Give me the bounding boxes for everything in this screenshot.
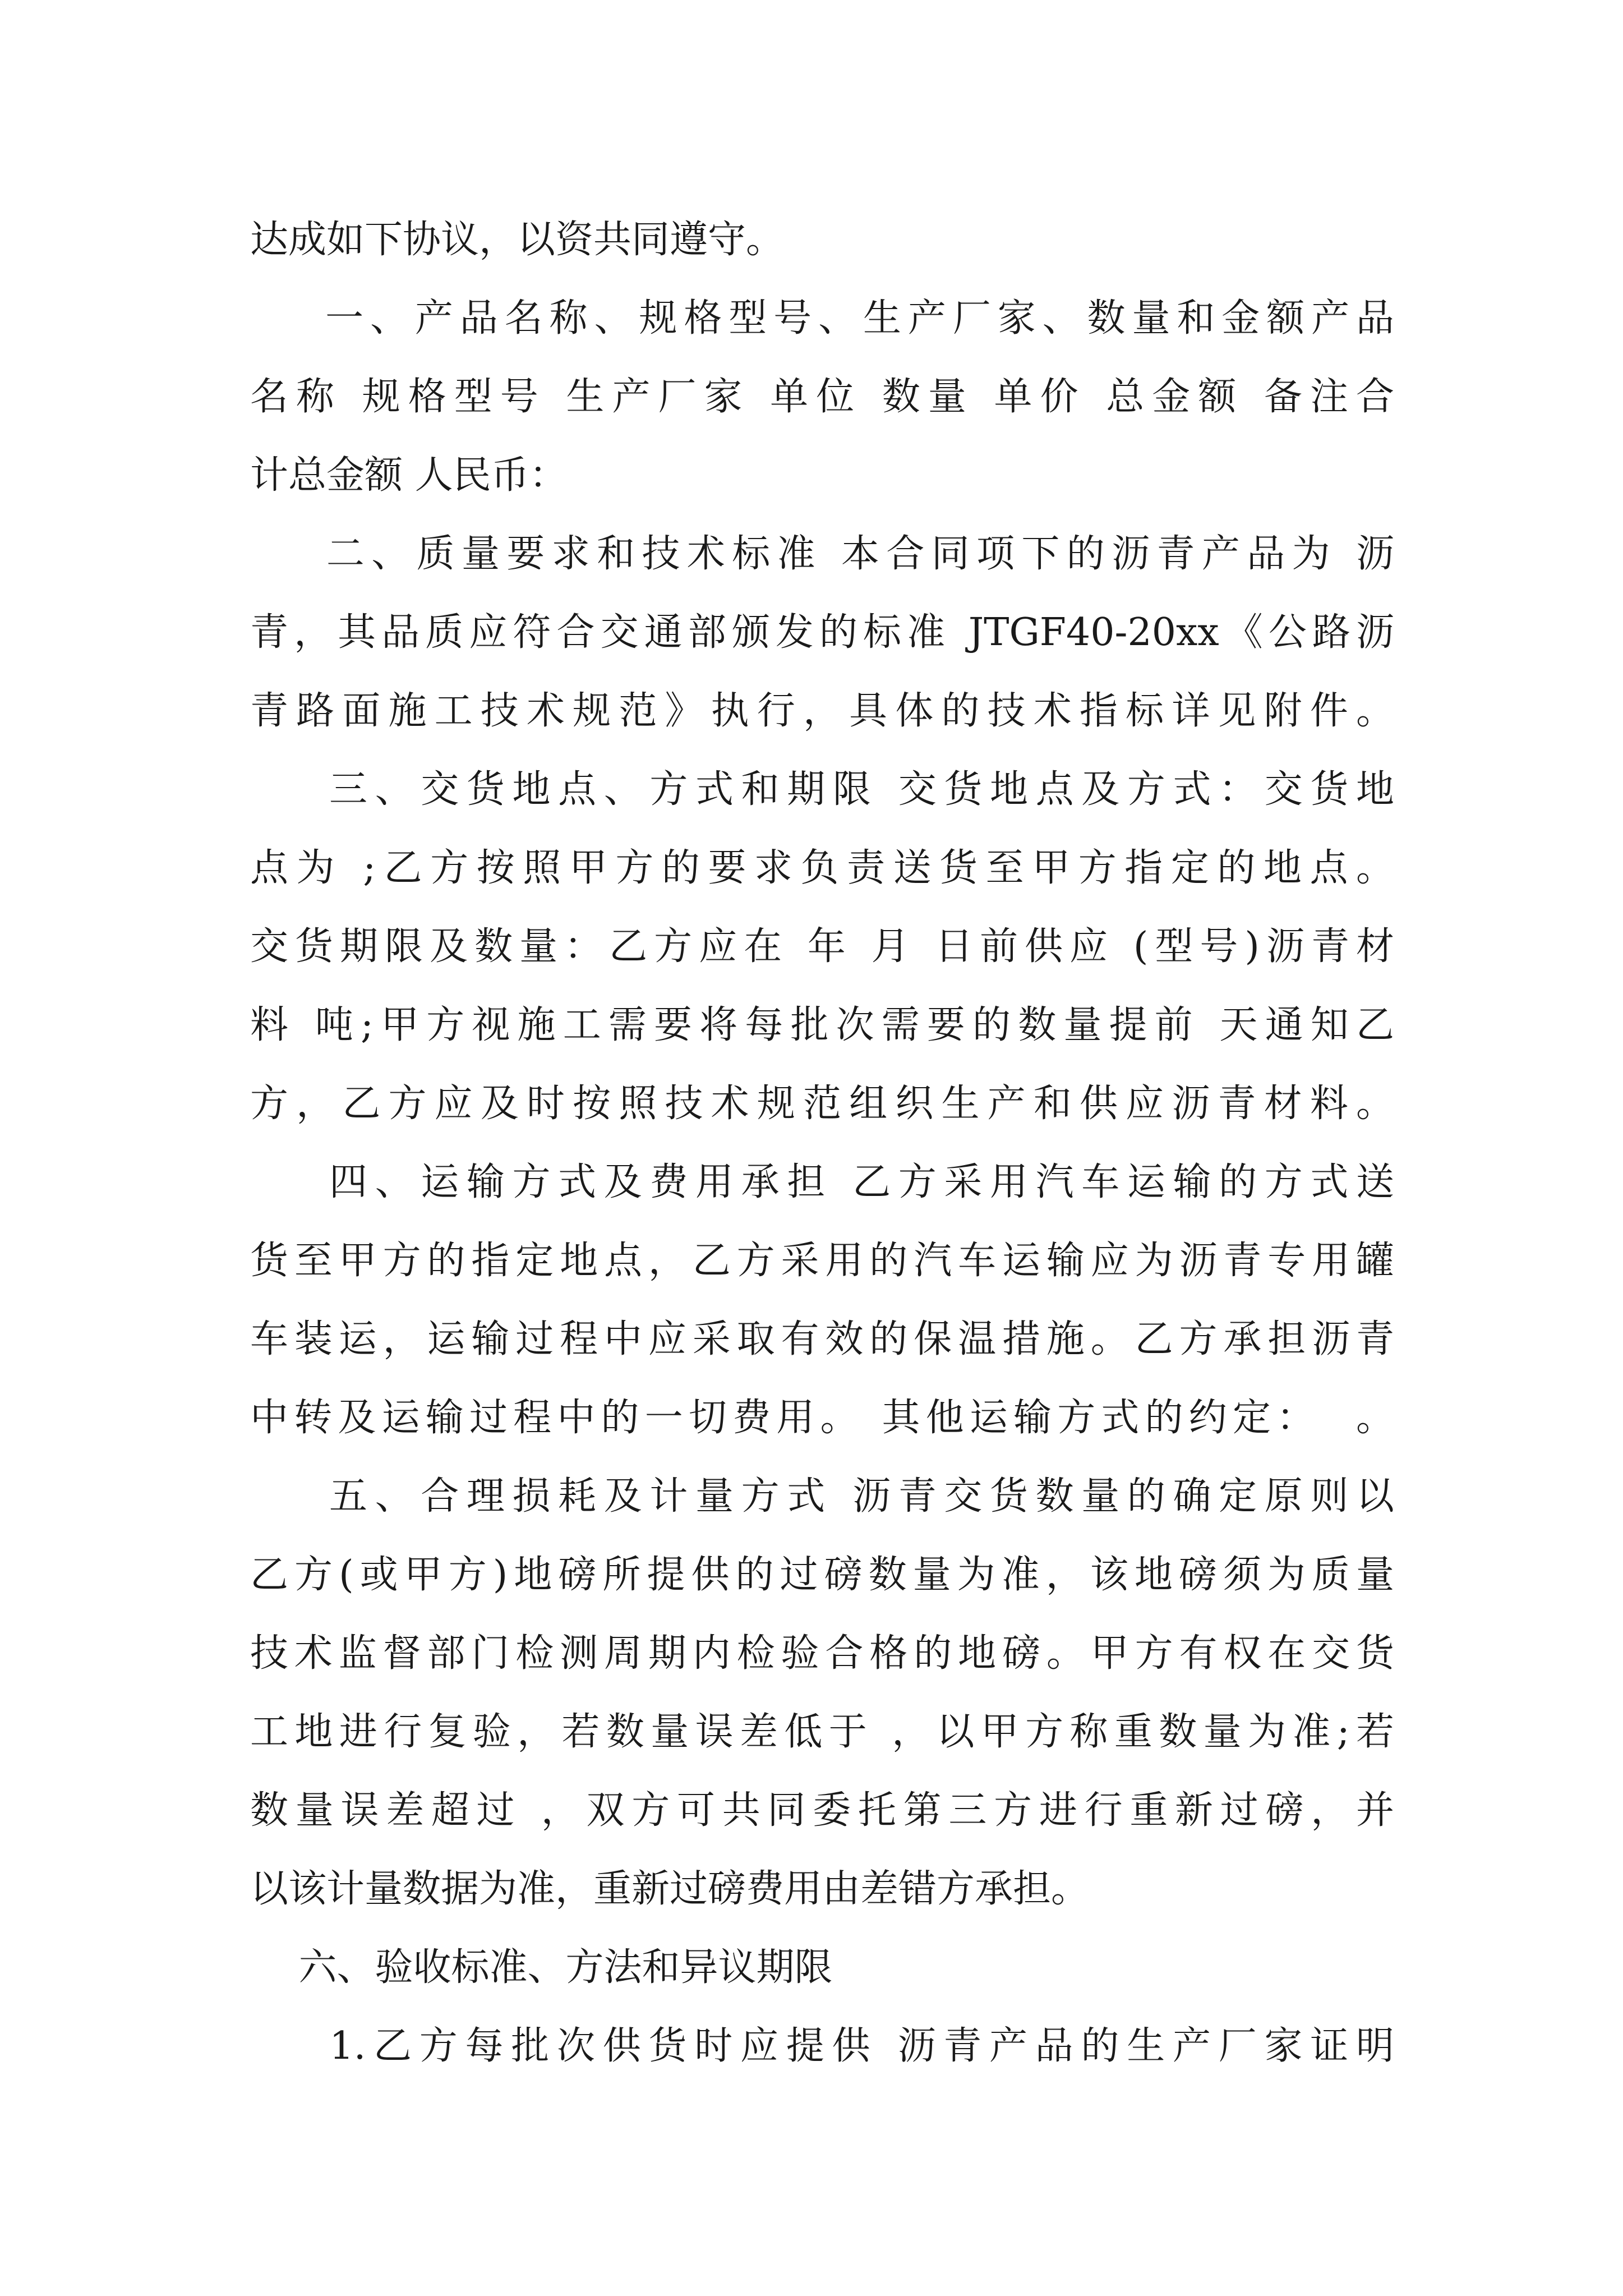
text-line-7: 青路面施工技术规范》执行，具体的技术指标详见附件。: [250, 689, 1394, 733]
text-line-2: 一、产品名称、规格型号、生产厂家、数量和金额产品: [250, 296, 1394, 341]
text-line-21: 数量误差超过 ，双方可共同委托第三方进行重新过磅，并: [250, 1788, 1394, 1833]
text-line-4: 计总金额 人民币：: [250, 453, 568, 498]
text-line-22: 以该计量数据为准，重新过磅费用由差错方承担。: [250, 1867, 1090, 1911]
text-line-15: 车装运，运输过程中应采取有效的保温措施。乙方承担沥青: [250, 1317, 1394, 1361]
text-line-23: 六、验收标准、方法和异议期限: [250, 1945, 833, 1990]
text-line-13: 四、运输方式及费用承担 乙方采用汽车运输的方式送: [250, 1160, 1394, 1204]
text-line-24: 1.乙方每批次供货时应提供 沥青产品的生产厂家证明: [250, 2024, 1394, 2068]
text-line-17: 五、合理损耗及计量方式 沥青交货数量的确定原则以: [250, 1474, 1394, 1519]
text-line-1: 达成如下协议，以资共同遵守。: [250, 218, 785, 262]
text-line-12: 方，乙方应及时按照技术规范组织生产和供应沥青材料。: [250, 1082, 1394, 1126]
text-line-10: 交货期限及数量：乙方应在 年 月 日前供应 (型号)沥青材: [250, 924, 1394, 969]
text-line-18: 乙方(或甲方)地磅所提供的过磅数量为准，该地磅须为质量: [250, 1553, 1394, 1597]
text-line-3: 名称 规格型号 生产厂家 单位 数量 单价 总金额 备注合: [250, 375, 1394, 419]
text-line-19: 技术监督部门检测周期内检验合格的地磅。甲方有权在交货: [250, 1631, 1394, 1676]
text-line-14: 货至甲方的指定地点，乙方采用的汽车运输应为沥青专用罐: [250, 1239, 1394, 1283]
text-line-11: 料 吨;甲方视施工需要将每批次需要的数量提前 天通知乙: [250, 1003, 1394, 1047]
text-line-16: 中转及运输过程中的一切费用。 其他运输方式的约定： 。: [250, 1396, 1394, 1440]
text-line-20: 工地进行复验，若数量误差低于 ，以甲方称重数量为准;若: [250, 1710, 1394, 1754]
text-line-5: 二、质量要求和技术标准 本合同项下的沥青产品为 沥: [250, 532, 1394, 576]
text-line-6: 青，其品质应符合交通部颁发的标准 JTGF40-20xx《公路沥: [250, 610, 1394, 655]
text-line-8: 三、交货地点、方式和期限 交货地点及方式：交货地: [250, 767, 1394, 812]
text-line-9: 点为 ;乙方按照甲方的要求负责送货至甲方指定的地点。: [250, 846, 1394, 890]
